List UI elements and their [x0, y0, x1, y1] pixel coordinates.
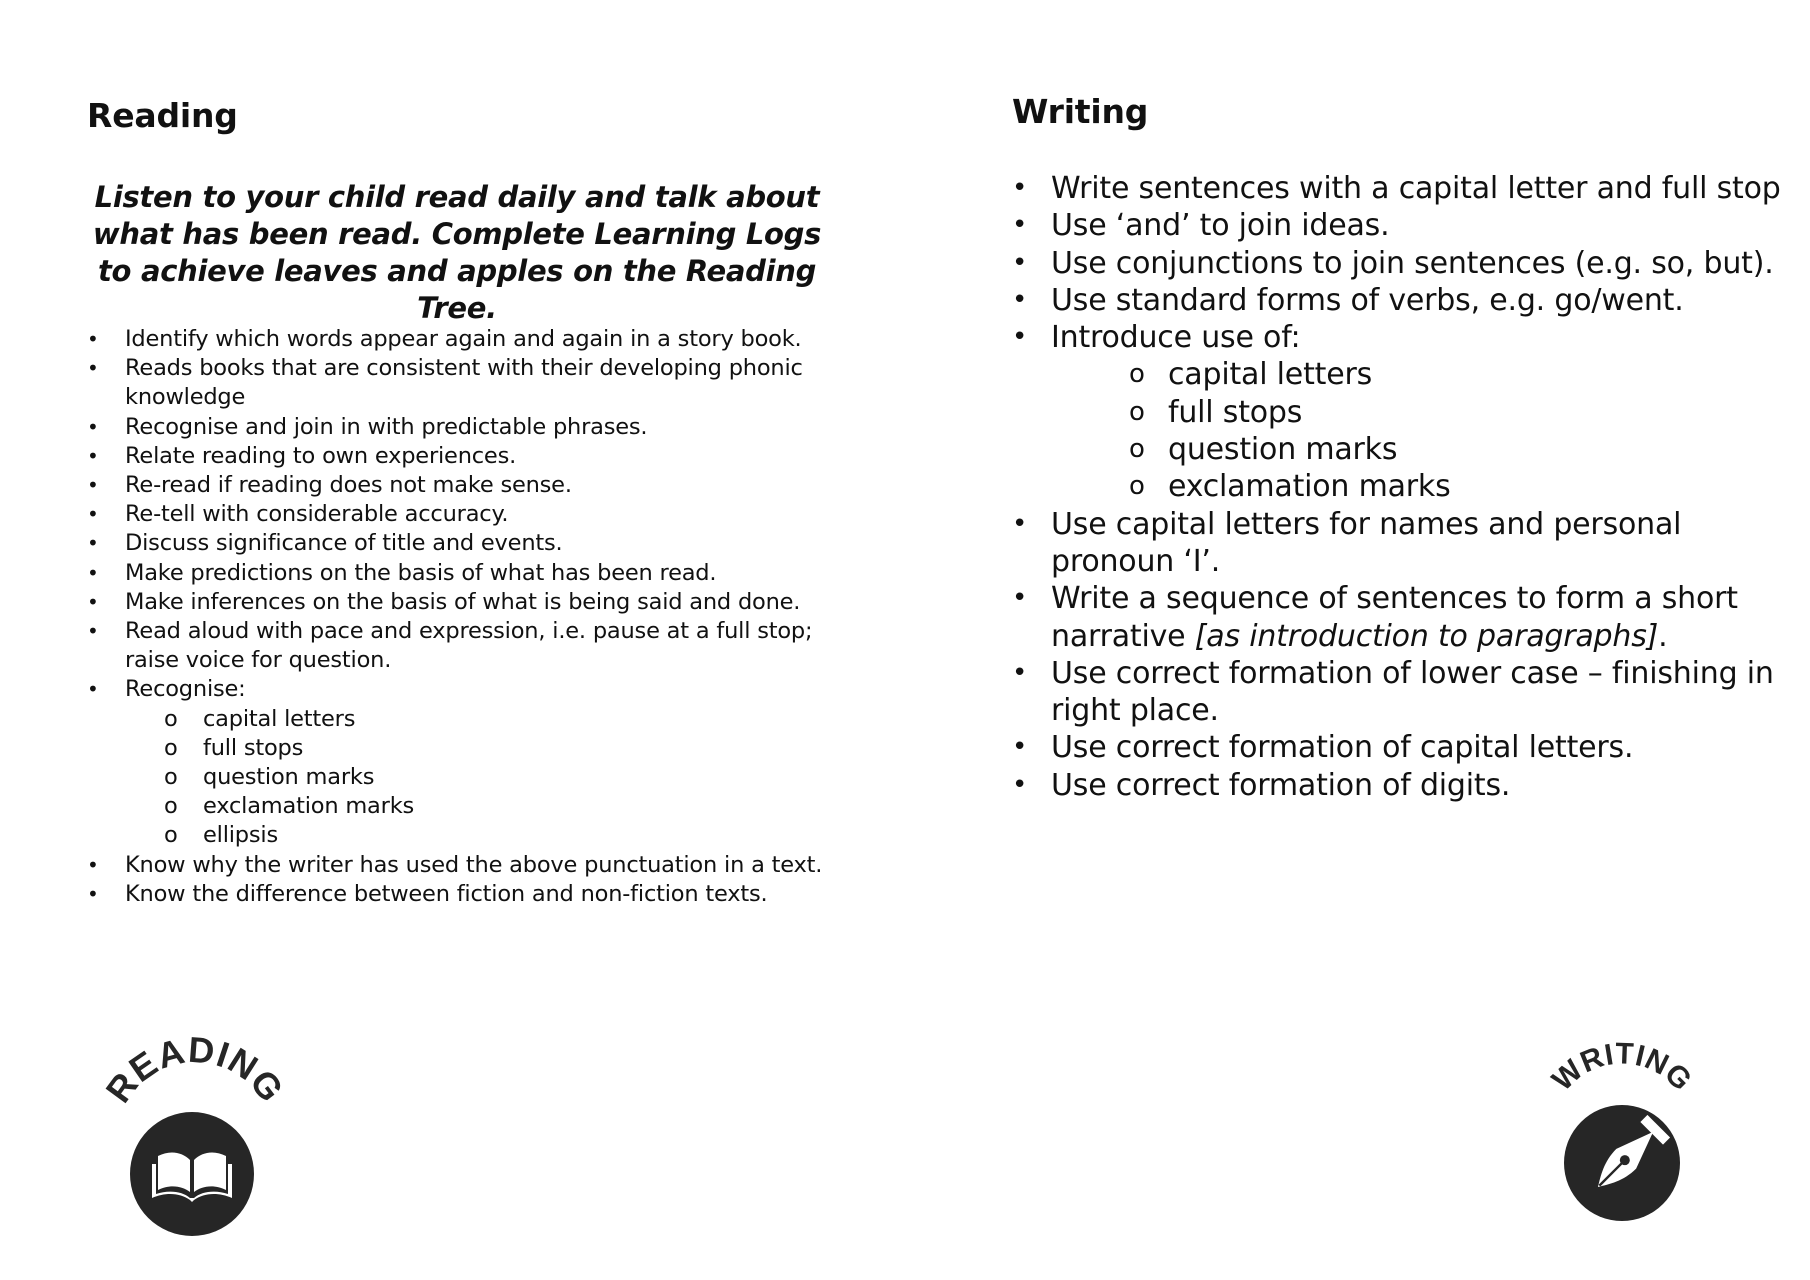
list-item: • Use correct formation of digits.: [1012, 767, 1511, 803]
list-item: • Know the difference between fiction and non-fiction texts.: [87, 880, 768, 907]
svg-text:READING: [100, 1030, 290, 1110]
writing-list: [1012, 170, 1782, 804]
introduce-sublist: [1051, 356, 1782, 505]
open-book-icon: [100, 1030, 290, 1240]
list-item: • Use capital letters for names and personal pronoun ‘I’.: [1012, 506, 1682, 579]
list-item: • Write sentences with a capital letter and full stop: [1012, 171, 1781, 206]
list-item: • Use correct formation of lower case – finishing in right place.: [1012, 655, 1774, 729]
list-item: • Make predictions on the basis of what has been read.: [87, 559, 717, 586]
list-item: • Make inferences on the basis of what is being said and done.: [87, 588, 801, 615]
recognise-sublist: [125, 705, 827, 851]
reading-logo: [100, 1030, 290, 1240]
sub-list-item: o full stops: [1129, 394, 1303, 430]
sub-list-item: o ellipsis: [164, 822, 278, 849]
reading-list: [87, 325, 827, 909]
list-item: • Know why the writer has used the above punctuation in a text.: [87, 851, 823, 878]
list-item: • Use ‘and’ to join ideas.: [1012, 208, 1390, 244]
reading-logo-label: READING: [100, 1030, 290, 1110]
writing-logo-label: WRITING: [1546, 1037, 1699, 1098]
sub-list-item: o full stops: [164, 734, 304, 761]
sub-list-item: o question marks: [1129, 432, 1398, 468]
reading-intro: Listen to your child read daily and talk about what has been read. Complete Learning Logs to achieve leaves and apples on the Reading Tree.: [92, 180, 822, 325]
sub-list-item: o capital letters: [164, 705, 356, 732]
list-item: • Use conjunctions to join sentences (e.g. so, but).: [1012, 245, 1774, 281]
list-item: • Introduce use of: o capital letters o full stops o question marks o exclamation marks: [1012, 319, 1782, 505]
list-item: • Identify which words appear again and again in a story book.: [87, 326, 802, 352]
sub-list-item: o capital letters: [1129, 357, 1373, 393]
list-item: • Recognise: o capital letters o full stops o question marks o exclamation marks o ellipsis: [87, 675, 827, 850]
reading-heading: Reading: [87, 96, 238, 135]
fountain-pen-icon: [1540, 1035, 1705, 1235]
list-item: • Recognise and join in with predictable phrases.: [87, 413, 648, 440]
sub-list-item: o question marks: [164, 764, 375, 791]
list-item: • Read aloud with pace and expression, i.e. pause at a full stop; raise voice for question.: [87, 618, 813, 674]
list-item: • Relate reading to own experiences.: [87, 442, 517, 469]
list-item: • Re-read if reading does not make sense.: [87, 472, 572, 499]
sub-list-item: o exclamation marks: [1129, 469, 1451, 505]
writing-logo: [1540, 1035, 1705, 1235]
list-item: • Discuss significance of title and events.: [87, 530, 563, 557]
list-item: • Write a sequence of sentences to form a short narrative [as introduction to paragraphs].: [1012, 581, 1738, 654]
list-item: • Use standard forms of verbs, e.g. go/went.: [1012, 282, 1684, 318]
sub-list-item: o exclamation marks: [164, 793, 415, 820]
svg-text:WRITING: [1546, 1037, 1698, 1097]
list-item: • Reads books that are consistent with their developing phonic knowledge: [87, 355, 803, 411]
list-item: • Use correct formation of capital letters.: [1012, 730, 1634, 766]
writing-heading: Writing: [1012, 92, 1149, 131]
list-item: • Re-tell with considerable accuracy.: [87, 501, 509, 528]
